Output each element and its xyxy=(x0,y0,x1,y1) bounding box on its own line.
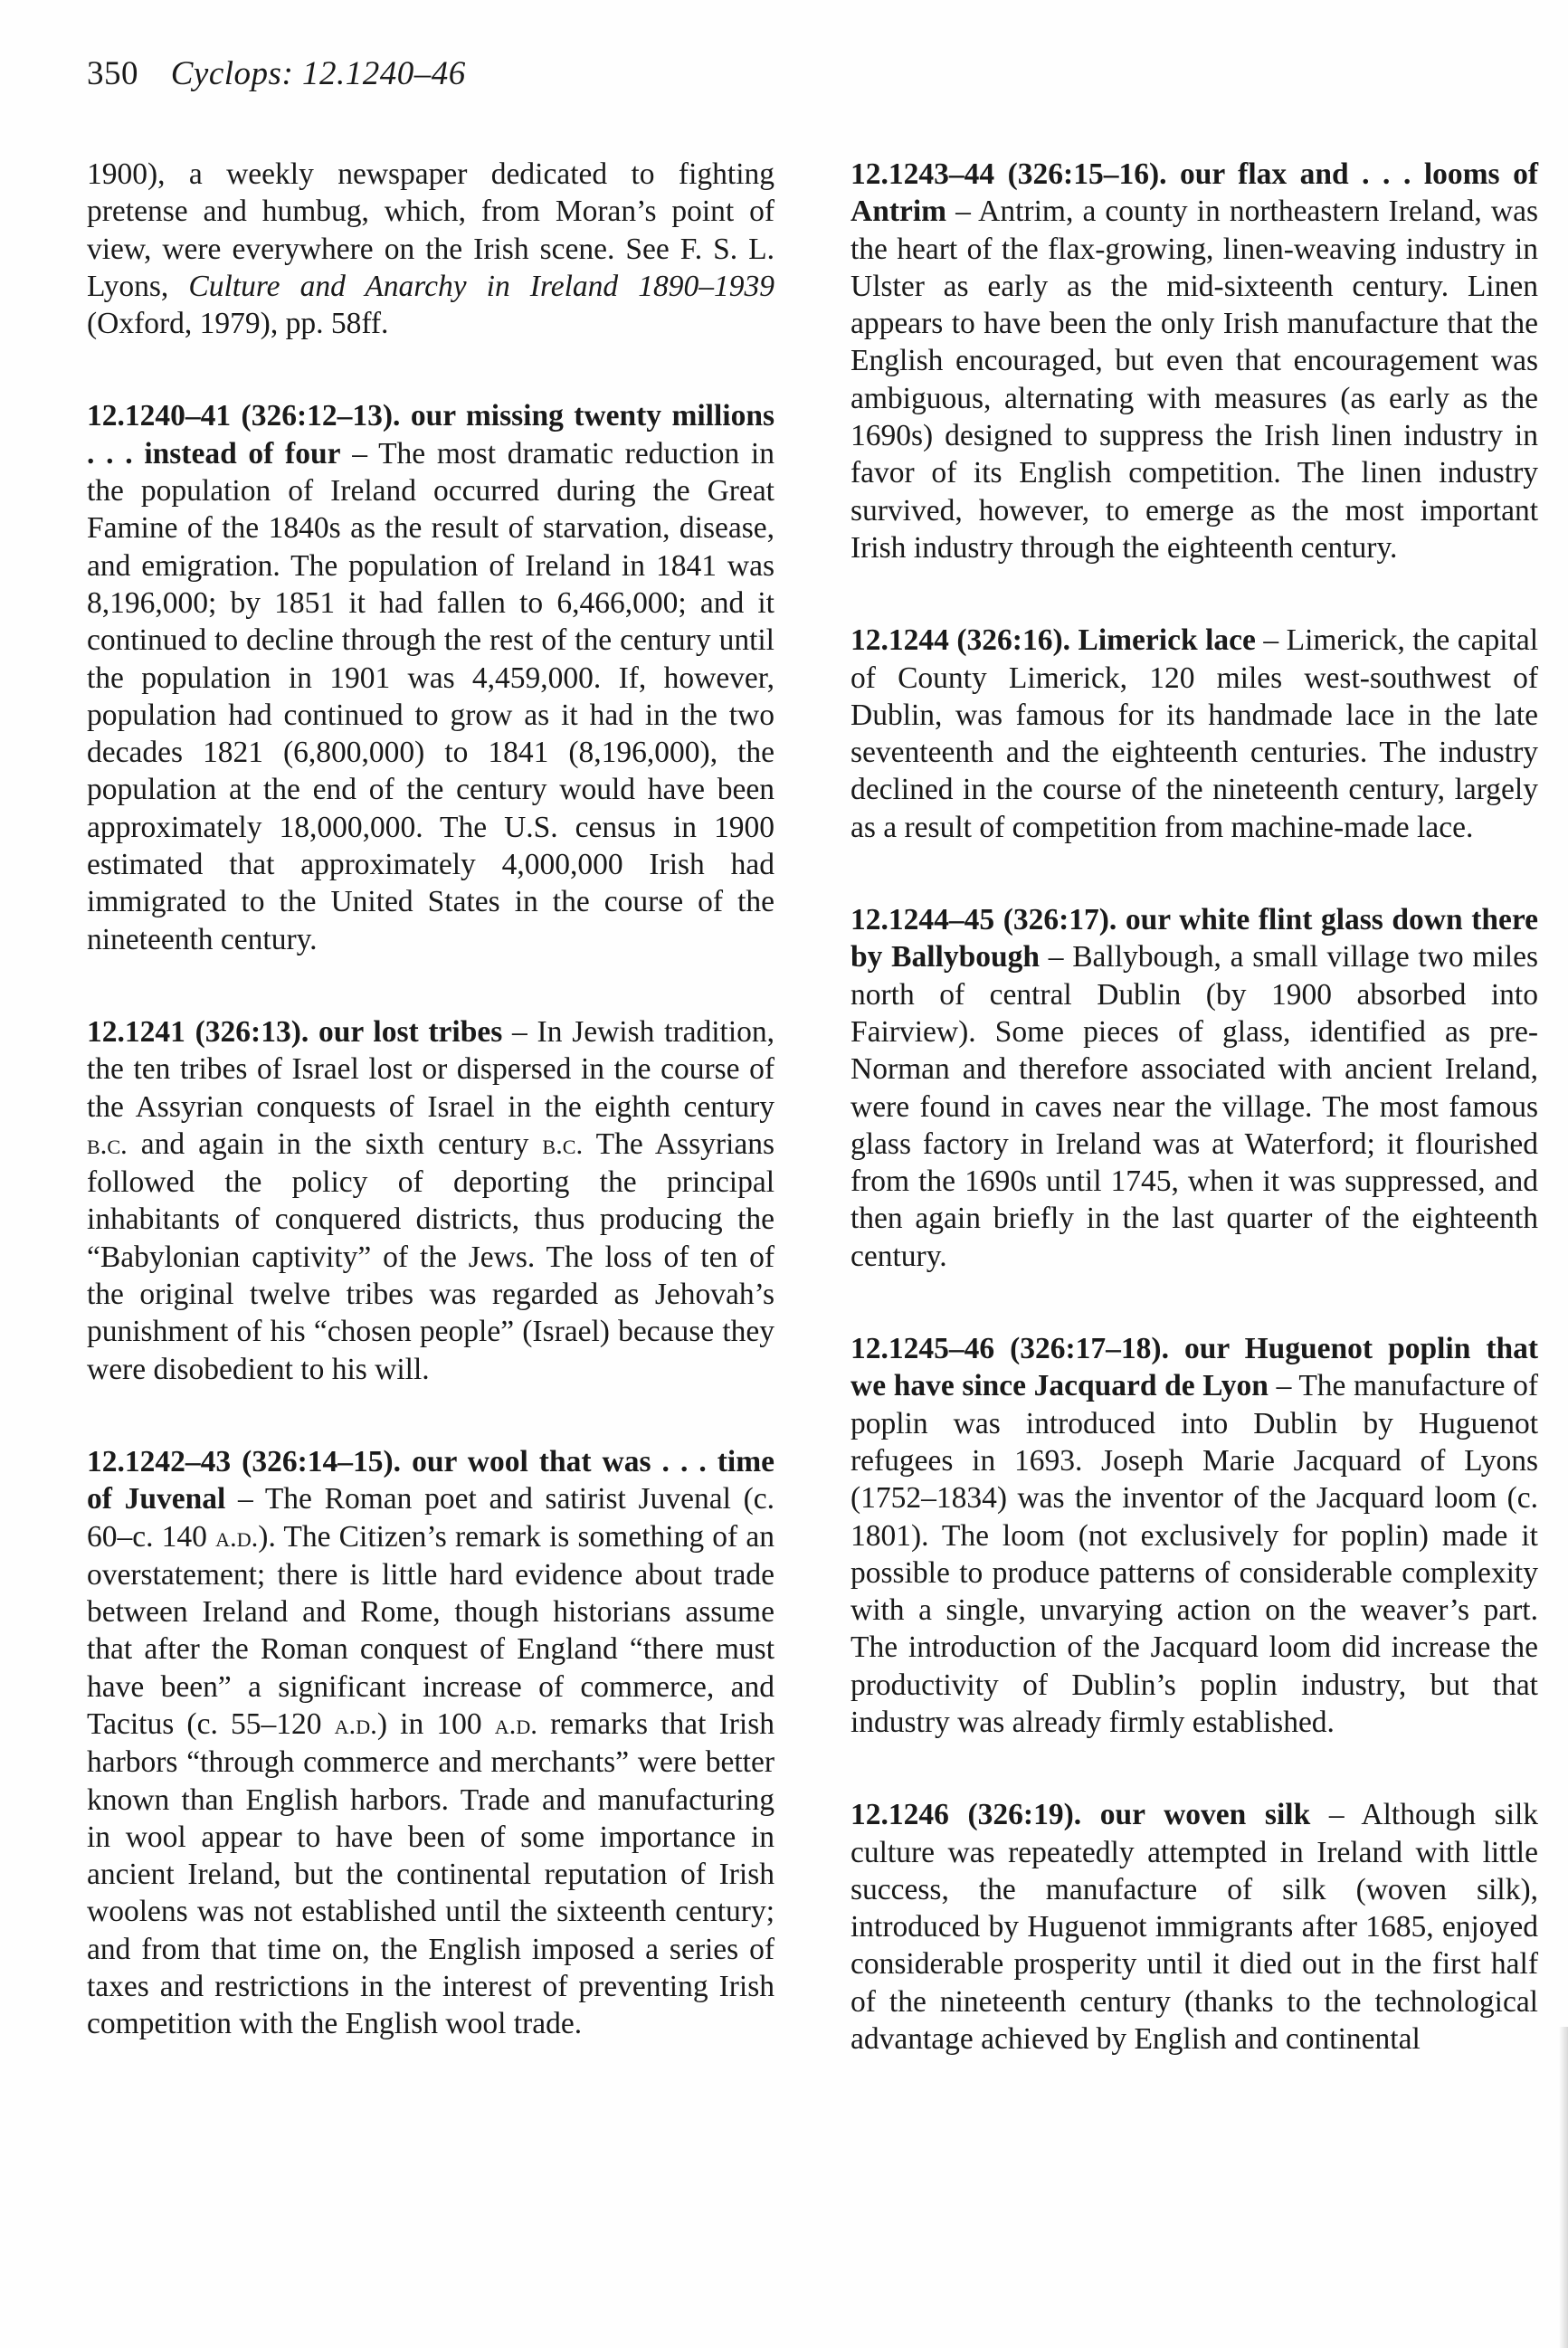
note-reference: 12.1240–41 (326:12–13). xyxy=(87,399,401,433)
running-head xyxy=(87,54,466,93)
note-lemma: our missing twenty millions . . . instead of four xyxy=(87,399,774,471)
note-lemma: our woven silk xyxy=(1099,1798,1311,1832)
era-abbrev: b.c. xyxy=(87,1128,128,1160)
note-reference: 12.1245–46 (326:17–18). xyxy=(851,1332,1169,1366)
note-12-1246 xyxy=(851,1796,1538,2058)
note-text: – The manufacture of poplin was introduced into Dublin by Huguenot refugees in 1693. Joseph Marie Jacquard of Lyons (1752–1834) was the inventor of the Jacquard loom (c. 1801). The loom (not exclusively for poplin) made it possible to produce patterns of considerable complexity with a single, unvarying action on the weaver’s part. The introduction of the Jacquard loom did increase the productivity of Dublin’s poplin industry, but that industry was already firmly established. xyxy=(851,1369,1538,1739)
note-12-1240 xyxy=(87,397,774,957)
era-abbrev: a.d. xyxy=(215,1521,259,1553)
note-text: 1900), a weekly newspaper dedicated to fighting pretense and humbug, which, from Moran’s point of view, were everywhere on the Irish scene. See F. S. L. Lyons, xyxy=(87,157,774,303)
note-text: – Ballybough, a small village two miles north of central Dublin (by 1900 absorbed into Fairview). Some pieces of glass, identified as pre-Norman and therefore associated with ancient Ireland, were found in caves near the village. The most famous glass factory in Ireland was at Waterford; it flourished from the 1690s until 1745, when it was suppressed, and then again briefly in the last quarter of the eighteenth century. xyxy=(851,940,1538,1273)
page-number: 350 xyxy=(87,55,138,92)
note-lemma: our white flint glass down there by Ballybough xyxy=(851,903,1538,974)
note-text: – Antrim, a county in northeastern Ireland, was the heart of the flax-growing, linen-weaving industry in Ulster as early as the mid-sixteenth century. Linen appears to have been the only Irish manufacture that the English encouraged, but even that encouragement was ambiguous, alternating with measures (as early as the 1690s) designed to suppress the Irish linen industry in favor of its English competition. The linen industry survived, however, to emerge as the most important Irish industry through the eighteenth century. xyxy=(851,195,1538,565)
book-title: Culture and Anarchy in Ireland 1890–1939 xyxy=(188,269,774,303)
continued-note xyxy=(87,156,774,342)
note-text: (Oxford, 1979), pp. 58ff. xyxy=(87,307,389,341)
note-text: and again in the sixth century xyxy=(127,1126,543,1161)
note-text: remarks that Irish harbors “through commerce and merchants” were better known than English harbors. Trade and manufacturing in wool appear to have been of some importance in ancient Ireland, but the continental reputation of Irish woolens was not established until the sixteenth century; and from that time on, the English imposed a series of taxes and restrictions in the interest of preventing Irish competition with the English wool trade. xyxy=(87,1706,774,2041)
note-lemma: Limerick lace xyxy=(1078,623,1256,658)
era-abbrev: a.d. xyxy=(334,1708,377,1740)
note-text: ) in 100 xyxy=(376,1706,495,1741)
note-12-1243 xyxy=(851,156,1538,566)
section-title: Cyclops: 12.1240–46 xyxy=(170,55,466,92)
note-12-1244-45 xyxy=(851,901,1538,1275)
note-12-1241 xyxy=(87,1013,774,1388)
note-text: – Although silk culture was repeatedly attempted in Ireland with little success, the manufacture of silk (woven silk), introduced by Huguenot immigrants after 1685, enjoyed considerable prosperity until it died out in the first half of the nineteenth century (thanks to the technological advantage achieved by English and continental xyxy=(851,1798,1539,2057)
note-12-1242 xyxy=(87,1443,774,2043)
right-column xyxy=(851,156,1538,2113)
note-reference: 12.1243–44 (326:15–16). xyxy=(851,157,1167,191)
note-lemma: our Huguenot poplin that we have since Jacquard de Lyon xyxy=(851,1332,1539,1403)
note-text: – The most dramatic reduction in the population of Ireland occurred during the Great Famine of the 1840s as the result of starvation, disease, and emigration. The population of Ireland in 1841 was 8,196,000; by 1851 it had fallen to 6,466,000; and it continued to decline through the rest of the century until the population in 1901 was 4,459,000. If, however, population had continued to grow as it had in the two decades 1821 (6,800,000) to 1841 (8,196,000), the population at the end of the century would have been approximately 18,000,000. The U.S. census in 1900 estimated that approximately 4,000,000 Irish had immigrated to the United States in the course of the nineteenth century. xyxy=(87,436,774,956)
note-text: The Assyrians followed the policy of deporting the principal inhabitants of conquered districts, thus producing the “Babylonian captivity” of the Jews. The loss of ten of the original twelve tribes was regarded as Jehovah’s punishment of his “chosen people” (Israel) because they were disobedient to his will. xyxy=(87,1126,774,1386)
note-lemma: our flax and . . . looms of Antrim xyxy=(851,157,1538,229)
note-text: ). The Citizen’s remark is something of an overstatement; there is little hard evidence about trade between Ireland and Rome, though historians assume that after the Roman conquest of England “there must have been” a significant increase of commerce, and Tacitus (c. 55–120 xyxy=(87,1519,774,1741)
note-lemma: our wool that was . . . time of Juvenal xyxy=(87,1444,775,1516)
note-reference: 12.1244–45 (326:17). xyxy=(851,903,1117,937)
note-text: – In Jewish tradition, the ten tribes of Israel lost or dispersed in the course of the Assyrian conquests of Israel in the eighth century xyxy=(87,1014,775,1124)
note-12-1245 xyxy=(851,1330,1538,1741)
page-edge-shadow xyxy=(1559,2027,1568,2348)
era-abbrev: b.c. xyxy=(542,1128,584,1160)
note-reference: 12.1242–43 (326:14–15). xyxy=(87,1444,402,1478)
note-12-1244 xyxy=(851,622,1538,846)
era-abbrev: a.d. xyxy=(494,1708,537,1740)
left-column xyxy=(87,156,774,2098)
note-reference: 12.1241 (326:13). xyxy=(87,1014,309,1049)
note-lemma: our lost tribes xyxy=(318,1014,503,1049)
note-reference: 12.1246 (326:19). xyxy=(851,1798,1082,1832)
note-reference: 12.1244 (326:16). xyxy=(851,623,1070,658)
note-text: – The Roman poet and satirist Juvenal (c. 60–c. 140 xyxy=(87,1482,774,1554)
note-text: – Limerick, the capital of County Limerick, 120 miles west-southwest of Dublin, was famous for its handmade lace in the late seventeenth and the eighteenth centuries. The industry declined in the course of the nineteenth century, largely as a result of competition from machine-made lace. xyxy=(851,623,1539,844)
